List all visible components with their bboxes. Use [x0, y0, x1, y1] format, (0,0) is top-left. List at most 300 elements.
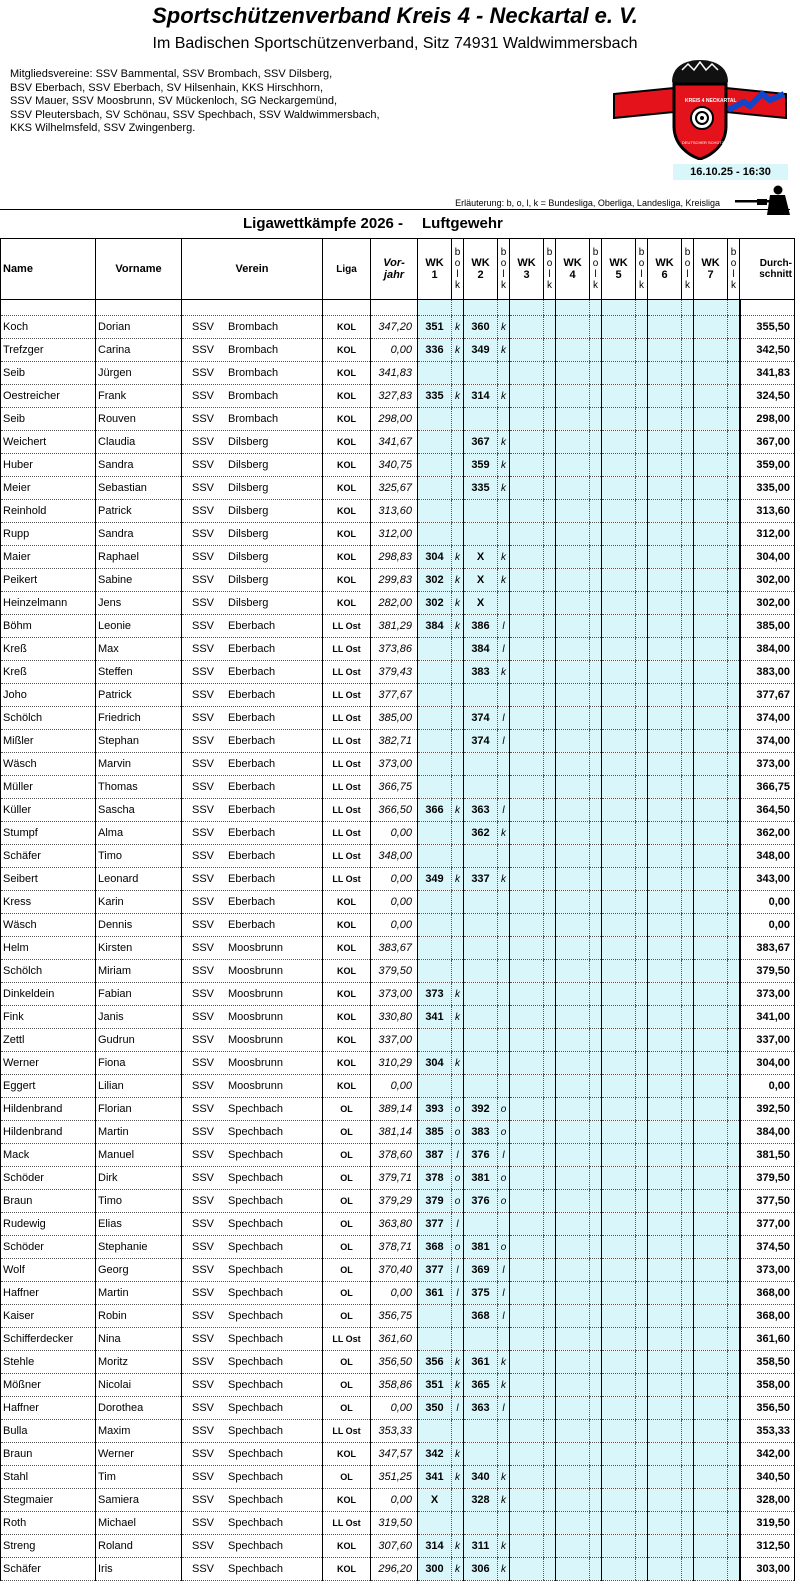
cell-wk: [694, 615, 728, 638]
cell-league-code: [544, 1282, 556, 1305]
cell-vorjahr: 366,50: [371, 799, 418, 822]
cell-league-code: [544, 983, 556, 1006]
cell-club-type: SSV: [192, 344, 215, 356]
cell-league-code: [590, 546, 602, 569]
col-vorjahr-line: jahr: [383, 269, 405, 281]
cell-wk: [602, 914, 636, 937]
cell-name: Oestreicher: [1, 385, 96, 408]
cell-vorjahr: 296,20: [371, 1558, 418, 1581]
cell-league-code: l: [498, 1397, 510, 1420]
cell-wk: [694, 362, 728, 385]
cell-wk: [694, 914, 728, 937]
cell-league-code: [682, 615, 694, 638]
cell-durchschnitt: 374,00: [740, 707, 795, 730]
cell-league-code: [544, 1397, 556, 1420]
cell-league-code: [682, 1190, 694, 1213]
cell-league-code: o: [452, 1121, 464, 1144]
cell-league-code: o: [452, 1236, 464, 1259]
cell-wk: [510, 431, 544, 454]
cell-name: Schifferdecker: [1, 1328, 96, 1351]
cell-club-type: SSV: [192, 390, 215, 402]
cell-league-code: [728, 592, 740, 615]
cell-wk: [602, 454, 636, 477]
cell-verein: [182, 776, 323, 799]
table-row: [1, 1558, 795, 1581]
cell-durchschnitt: 319,50: [740, 1512, 795, 1535]
cell-club-town: Spechbach: [228, 1172, 284, 1184]
cell-vorjahr: 348,00: [371, 845, 418, 868]
cell-club-type: SSV: [192, 942, 215, 954]
cell-vorname: Max: [96, 638, 182, 661]
cell-vorname: Timo: [96, 845, 182, 868]
page-title: Sportschützenverband Kreis 4 - Neckartal e. V.: [152, 3, 638, 28]
cell-club-type: SSV: [192, 850, 215, 862]
cell-league-code: [728, 1420, 740, 1443]
cell-wk: [418, 1075, 452, 1098]
cell-vorname: Maxim: [96, 1420, 182, 1443]
cell-league-code: [682, 1466, 694, 1489]
cell-league-code: [452, 891, 464, 914]
cell-vorname: Sabine: [96, 569, 182, 592]
cell-verein: [182, 1305, 323, 1328]
cell-league-code: [590, 569, 602, 592]
cell-vorjahr: 0,00: [371, 1397, 418, 1420]
cell-vorjahr: 0,00: [371, 891, 418, 914]
cell-league-code: [498, 523, 510, 546]
cell-verein: [182, 1535, 323, 1558]
cell-wk: [464, 937, 498, 960]
cell-liga: OL: [323, 1397, 371, 1420]
cell-league-code: [636, 891, 648, 914]
cell-liga: LL Ost: [323, 776, 371, 799]
cell-wk: [510, 707, 544, 730]
cell-league-code: [636, 523, 648, 546]
member-clubs-line: SSV Pleutersbach, SV Schönau, SSV Spechbach, SSV Waldwimmersbach,: [10, 108, 380, 121]
cell-club-town: Spechbach: [228, 1126, 284, 1138]
cell-league-code: k: [452, 339, 464, 362]
cell-wk: [694, 454, 728, 477]
cell-league-code: [590, 730, 602, 753]
cell-club-town: Eberbach: [228, 712, 276, 724]
heading-title: Ligawettkämpfe 2026 -: [243, 215, 404, 232]
cell-league-code: [498, 1006, 510, 1029]
cell-league-code: [498, 1075, 510, 1098]
cell-wk: [602, 523, 636, 546]
cell-verein: [182, 914, 323, 937]
cell-wk: [464, 1420, 498, 1443]
cell-league-code: [636, 1397, 648, 1420]
table-header: [1, 239, 795, 300]
cell-durchschnitt: 383,67: [740, 937, 795, 960]
cell-wk: [648, 1052, 682, 1075]
cell-club-type: SSV: [192, 1494, 215, 1506]
cell-club-town: Spechbach: [228, 1310, 284, 1322]
cell-league-code: [544, 1558, 556, 1581]
cell-name: Kress: [1, 891, 96, 914]
cell-durchschnitt: 373,00: [740, 983, 795, 1006]
cell-wk: 376: [464, 1190, 498, 1213]
cell-vorname: Karin: [96, 891, 182, 914]
cell-vorjahr: 298,00: [371, 408, 418, 431]
cell-liga: KOL: [323, 1443, 371, 1466]
cell-wk: [694, 960, 728, 983]
cell-wk: 387: [418, 1144, 452, 1167]
table-row: [1, 753, 795, 776]
cell-name: Seib: [1, 362, 96, 385]
cell-wk: [694, 1075, 728, 1098]
cell-club-type: SSV: [192, 873, 215, 885]
cell-wk: [510, 477, 544, 500]
cell-league-code: k: [498, 868, 510, 891]
cell-wk: [510, 1213, 544, 1236]
cell-league-code: [636, 1489, 648, 1512]
cell-wk: [464, 1213, 498, 1236]
cell-wk: 363: [464, 799, 498, 822]
cell-league-code: k: [498, 454, 510, 477]
cell-league-code: [590, 1512, 602, 1535]
cell-durchschnitt: 304,00: [740, 546, 795, 569]
spacer-row: [1, 300, 795, 316]
cell-club-type: SSV: [192, 1540, 215, 1552]
table-row: [1, 1190, 795, 1213]
cell-wk: [464, 1512, 498, 1535]
cell-durchschnitt: 348,00: [740, 845, 795, 868]
cell-wk: [648, 1098, 682, 1121]
cell-durchschnitt: 368,00: [740, 1305, 795, 1328]
col-wk: WK 4: [556, 239, 590, 300]
cell-club-type: SSV: [192, 1011, 215, 1023]
cell-league-code: [728, 1213, 740, 1236]
cell-wk: [602, 1029, 636, 1052]
cell-wk: [602, 1558, 636, 1581]
cell-wk: [510, 1374, 544, 1397]
cell-verein: [182, 1121, 323, 1144]
cell-wk: [602, 1535, 636, 1558]
cell-league-code: [590, 776, 602, 799]
cell-league-code: [590, 1443, 602, 1466]
cell-wk: 361: [464, 1351, 498, 1374]
cell-wk: [648, 868, 682, 891]
cell-wk: [510, 1144, 544, 1167]
cell-liga: LL Ost: [323, 684, 371, 707]
cell-league-code: o: [498, 1190, 510, 1213]
cell-league-code: [590, 891, 602, 914]
cell-wk: [556, 615, 590, 638]
cell-vorjahr: 347,57: [371, 1443, 418, 1466]
cell-verein: [182, 822, 323, 845]
cell-liga: KOL: [323, 914, 371, 937]
cell-wk: [602, 1121, 636, 1144]
cell-club-town: Dilsberg: [228, 505, 269, 517]
cell-liga: LL Ost: [323, 868, 371, 891]
cell-verein: [182, 661, 323, 684]
cell-vorjahr: 379,50: [371, 960, 418, 983]
cell-wk: [510, 523, 544, 546]
cell-league-code: [498, 500, 510, 523]
cell-club-type: SSV: [192, 1149, 215, 1161]
cell-club-type: SSV: [192, 1264, 215, 1276]
cell-wk: [648, 1121, 682, 1144]
cell-league-code: [682, 1512, 694, 1535]
cell-club-type: SSV: [192, 1471, 215, 1483]
cell-club-type: SSV: [192, 827, 215, 839]
cell-wk: [602, 1351, 636, 1374]
cell-durchschnitt: 335,00: [740, 477, 795, 500]
cell-wk: [694, 891, 728, 914]
col-bolk: b o l k: [636, 239, 648, 300]
cell-verein: [182, 1006, 323, 1029]
col-durchschnitt: [740, 239, 795, 300]
cell-wk: [648, 500, 682, 523]
cell-league-code: [636, 1006, 648, 1029]
cell-wk: [464, 1328, 498, 1351]
cell-league-code: [682, 1535, 694, 1558]
cell-durchschnitt: 377,50: [740, 1190, 795, 1213]
cell-name: Fink: [1, 1006, 96, 1029]
table-row: [1, 1213, 795, 1236]
cell-wk: [648, 914, 682, 937]
cell-name: Seib: [1, 408, 96, 431]
cell-vorjahr: 313,60: [371, 500, 418, 523]
cell-club-town: Dilsberg: [228, 459, 269, 471]
cell-league-code: [728, 1029, 740, 1052]
cell-wk: [648, 1489, 682, 1512]
cell-club-town: Spechbach: [228, 1287, 284, 1299]
table-row: [1, 1167, 795, 1190]
cell-club-town: Spechbach: [228, 1540, 284, 1552]
cell-league-code: [544, 1098, 556, 1121]
cell-league-code: [636, 569, 648, 592]
cell-liga: KOL: [323, 1535, 371, 1558]
cell-league-code: [728, 1443, 740, 1466]
cell-league-code: [590, 1397, 602, 1420]
cell-club-type: SSV: [192, 1195, 215, 1207]
table-row: [1, 638, 795, 661]
cell-league-code: [590, 707, 602, 730]
cell-league-code: [452, 753, 464, 776]
cell-league-code: [636, 1351, 648, 1374]
cell-league-code: k: [498, 546, 510, 569]
cell-league-code: [452, 1029, 464, 1052]
cell-wk: [418, 730, 452, 753]
cell-wk: [602, 1259, 636, 1282]
cell-league-code: [590, 1489, 602, 1512]
cell-wk: [418, 914, 452, 937]
cell-league-code: [498, 362, 510, 385]
cell-club-type: SSV: [192, 1287, 215, 1299]
cell-wk: [602, 707, 636, 730]
cell-vorname: Werner: [96, 1443, 182, 1466]
cell-wk: 366: [418, 799, 452, 822]
cell-club-town: Spechbach: [228, 1448, 284, 1460]
cell-wk: [556, 937, 590, 960]
cell-name: Müller: [1, 776, 96, 799]
cell-wk: [648, 362, 682, 385]
cell-wk: [510, 592, 544, 615]
cell-verein: [182, 707, 323, 730]
cell-league-code: [544, 316, 556, 339]
cell-league-code: [590, 1558, 602, 1581]
cell-wk: [556, 684, 590, 707]
table-row: [1, 408, 795, 431]
cell-vorname: Sascha: [96, 799, 182, 822]
cell-wk: [556, 1236, 590, 1259]
cell-league-code: k: [452, 316, 464, 339]
cell-club-type: SSV: [192, 1425, 215, 1437]
cell-wk: [648, 546, 682, 569]
cell-league-code: [544, 408, 556, 431]
cell-wk: 384: [418, 615, 452, 638]
cell-durchschnitt: 312,00: [740, 523, 795, 546]
table-row: [1, 730, 795, 753]
cell-verein: [182, 1558, 323, 1581]
cell-vorjahr: 378,71: [371, 1236, 418, 1259]
cell-wk: [648, 983, 682, 1006]
cell-league-code: [452, 914, 464, 937]
cell-wk: [510, 661, 544, 684]
cell-wk: [556, 1374, 590, 1397]
cell-league-code: l: [452, 1144, 464, 1167]
cell-wk: 386: [464, 615, 498, 638]
cell-wk: [694, 1167, 728, 1190]
cell-league-code: [636, 1535, 648, 1558]
cell-league-code: [544, 1213, 556, 1236]
cell-league-code: [636, 477, 648, 500]
cell-league-code: [590, 753, 602, 776]
cell-league-code: [682, 684, 694, 707]
cell-wk: [602, 339, 636, 362]
cell-wk: [556, 776, 590, 799]
cell-league-code: [636, 1466, 648, 1489]
cell-wk: [510, 684, 544, 707]
cell-club-type: SSV: [192, 1310, 215, 1322]
cell-club-town: Moosbrunn: [228, 942, 284, 954]
cell-league-code: l: [498, 707, 510, 730]
cell-name: Küller: [1, 799, 96, 822]
cell-league-code: [682, 661, 694, 684]
cell-wk: [510, 914, 544, 937]
cell-league-code: [498, 914, 510, 937]
cell-league-code: [728, 477, 740, 500]
cell-vorjahr: 341,67: [371, 431, 418, 454]
cell-league-code: [636, 914, 648, 937]
cell-league-code: [682, 1305, 694, 1328]
cell-durchschnitt: 341,00: [740, 1006, 795, 1029]
cell-vorjahr: 383,67: [371, 937, 418, 960]
cell-league-code: k: [498, 1489, 510, 1512]
cell-name: Meier: [1, 477, 96, 500]
cell-club-town: Moosbrunn: [228, 1034, 284, 1046]
cell-league-code: [590, 1374, 602, 1397]
cell-league-code: [498, 960, 510, 983]
cell-verein: [182, 362, 323, 385]
cell-vorname: Frank: [96, 385, 182, 408]
cell-league-code: [544, 1512, 556, 1535]
cell-league-code: o: [498, 1098, 510, 1121]
col-name: Name: [1, 239, 96, 300]
cell-league-code: [728, 1190, 740, 1213]
table-row: [1, 523, 795, 546]
cell-league-code: [728, 1489, 740, 1512]
cell-club-type: SSV: [192, 1172, 215, 1184]
cell-league-code: [682, 408, 694, 431]
cell-league-code: [728, 316, 740, 339]
cell-verein: [182, 1420, 323, 1443]
cell-wk: [694, 1512, 728, 1535]
cell-wk: [602, 500, 636, 523]
cell-wk: [648, 960, 682, 983]
cell-verein: [182, 845, 323, 868]
cell-league-code: [544, 661, 556, 684]
cell-club-type: SSV: [192, 551, 215, 563]
cell-league-code: k: [498, 339, 510, 362]
cell-liga: KOL: [323, 546, 371, 569]
cell-wk: [602, 1282, 636, 1305]
cell-club-type: SSV: [192, 1356, 215, 1368]
cell-club-type: SSV: [192, 896, 215, 908]
cell-wk: [648, 776, 682, 799]
cell-league-code: o: [498, 1121, 510, 1144]
cell-wk: [556, 1420, 590, 1443]
cell-league-code: [544, 1190, 556, 1213]
cell-league-code: [728, 1236, 740, 1259]
cell-vorjahr: 0,00: [371, 914, 418, 937]
cell-durchschnitt: 384,00: [740, 638, 795, 661]
cell-wk: [464, 523, 498, 546]
cell-league-code: [636, 799, 648, 822]
table-row: [1, 1098, 795, 1121]
cell-club-town: Spechbach: [228, 1563, 284, 1575]
cell-wk: 306: [464, 1558, 498, 1581]
cell-league-code: [636, 385, 648, 408]
timestamp: 16.10.25 - 16:30: [673, 164, 788, 180]
cell-league-code: [728, 845, 740, 868]
cell-liga: KOL: [323, 1489, 371, 1512]
cell-name: Bulla: [1, 1420, 96, 1443]
cell-vorjahr: 282,00: [371, 592, 418, 615]
cell-league-code: [636, 776, 648, 799]
cell-wk: [556, 477, 590, 500]
col-wk: WK 3: [510, 239, 544, 300]
table-row: [1, 1443, 795, 1466]
cell-club-town: Eberbach: [228, 643, 276, 655]
cell-name: Heinzelmann: [1, 592, 96, 615]
cell-wk: [464, 776, 498, 799]
cell-vorjahr: 299,83: [371, 569, 418, 592]
cell-wk: 384: [464, 638, 498, 661]
cell-name: Seibert: [1, 868, 96, 891]
cell-verein: [182, 523, 323, 546]
cell-wk: [648, 385, 682, 408]
cell-league-code: l: [498, 730, 510, 753]
cell-durchschnitt: 358,00: [740, 1374, 795, 1397]
col-durchschnitt-line: Durch-: [759, 258, 792, 269]
cell-name: Braun: [1, 1443, 96, 1466]
cell-league-code: [590, 454, 602, 477]
table-row: [1, 592, 795, 615]
cell-wk: [418, 408, 452, 431]
cell-league-code: k: [452, 799, 464, 822]
cell-wk: 335: [418, 385, 452, 408]
cell-wk: 314: [464, 385, 498, 408]
cell-durchschnitt: 303,00: [740, 1558, 795, 1581]
cell-verein: [182, 546, 323, 569]
cell-wk: [648, 1443, 682, 1466]
cell-wk: [418, 362, 452, 385]
table-row: [1, 1006, 795, 1029]
cell-wk: [648, 615, 682, 638]
cell-league-code: [590, 1328, 602, 1351]
